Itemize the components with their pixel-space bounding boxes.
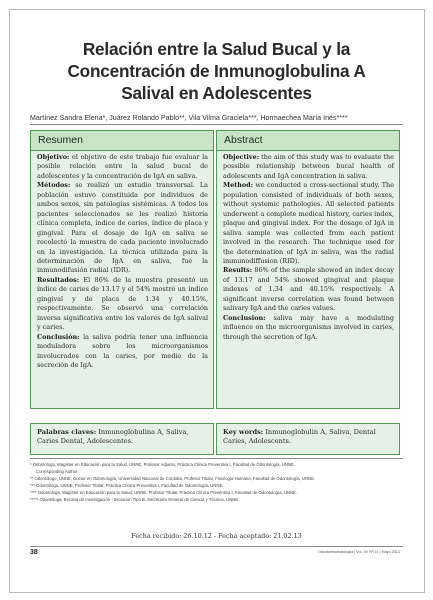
section-label: Results: [223,266,253,275]
page-number: 38 [30,549,38,556]
section-text: El 86% de la muestra presentó un índice de caries de 13.17 y el 54% mostró un índice gingival y de placa de 1.34 y 40.15%, respectivamente. Se observó una correlación inversa significativa entre los valores de IgA salival y caries. [37,275,208,332]
abstract-box [216,130,400,409]
footnote: ***** Odontóloga, Becaria de Investigación - Iniciación Tipo B. Secretaría General de Ciencia y Técnica, UNNE. [30,497,240,503]
header-divider [30,124,403,125]
title-line-1: Relación entre la Salud Bucal y la [82,39,351,59]
resumen-body [31,151,213,370]
section-label: Method: [223,181,254,190]
section-label: Conclusión: [37,332,80,341]
abstract-conclusion [223,314,394,342]
abstract-heading: Abstract [217,131,399,151]
section-text: we conducted a cross-sectional study. The population consisted of individuals of both sexes, without systemic pathologies. All selected patients underwent a complete medical history, caries index, plaque and gingival index. For the dosage of IgA in saliva sample was collected from each patient involved in the research. The technique used for the determination of IgA in saliva, was the radial immunodiffusion (RID). [223,181,394,265]
footnote: ** Odontólogo, UNNE, Doctor en Odontología, Universidad Nacional de Córdoba. Profesor Titular, Fisiología Humana, Facultad de Odontología, UNNE. [30,476,316,482]
abstract-objective [223,153,394,181]
resumen-objetivo [37,153,208,181]
keywords-en-text: Inmunoglobulin A, Saliva, Dental Caries, Adolescents. [223,428,376,446]
resumen-heading: Resumen [31,131,213,151]
section-text: se realizó un estudio transversal. La población estuvo constituida por individuos de ambos sexos, sin patologías sistémicas. A todos los pacientes seleccionados se les realizó historia clínica completa, índice de caries, índice de placa y gingival. Para el dosaje de IgA en saliva se recolectó la muestra de cada paciente involucrado en la investigación. La técnica utilizada para la determinación de IgA en saliva, fue la inmunodifusión radial (IDR). [37,181,208,275]
abstract-method [223,181,394,266]
resumen-resultados [37,276,208,333]
section-label: Objetivo: [37,153,70,161]
title-line-2: Concentración de Inmunoglobulina A [67,61,366,81]
section-label: Resultados: [37,275,80,284]
section-text: the aim of this study was to evaluate the possible relationship between bucal health of adolescents and IgA concentration in saliva. [223,153,394,180]
keywords-es-text: Inmunoglobulina A, Saliva, Caries Dental, Adolescentes. [37,428,189,446]
keywords-en-label: Key words: [223,428,264,436]
section-label: Objective: [223,153,260,161]
keywords-en-box [216,423,400,455]
section-text: 86% of the sample showed an index decay of 13.17 and 54% showed gingival and plaque indexes of 1.34 and 40.15% respectively. A significant inverse correlation was found between salivary IgA and the caries values. [223,266,394,313]
footnote: *** Odontóloga, UNNE, Profesor Titular, Práctica Clínica Preventiva I, Facultad de Odontología, UNNE. [30,483,224,489]
abstract-results [223,266,394,313]
section-text: la saliva podría tener una influencia moduladora sobre los microorganismos involucrados con la caries, por medio de la secreción de IgA. [37,332,208,369]
resumen-box [30,130,214,409]
section-label: Métodos: [37,181,71,190]
footnotes [30,461,405,503]
footer-divider [30,546,403,547]
section-text: el objetivo de este trabajo fue evaluar la posible relación entre la salud bucal de adolescentes y la concentración de IgA en saliva. [37,153,208,180]
footnote: * Odontóloga, Magíster en Educación para la Salud, UNNE, Profesor Adjunto, Práctica Clínica Preventiva I, Facultad de Odontología, UNNE. [30,462,296,467]
section-text: saliva may have a modulating influence on the microorganisms involved in caries, through the secretion of IgA. [223,313,394,341]
keywords-es-label: Palabras claves: [37,428,97,436]
keywords-es-box [30,423,214,455]
footnote: **** Odontóloga, Magíster en Educación para la Salud, UNNE. Profesor Titular, Práctica Clínica Preventiva I, Facultad de Odontología, UNNE. [30,490,298,496]
abstract-body [217,151,399,342]
footnote-divider [30,458,403,459]
article-title [30,38,403,104]
resumen-conclusion [37,333,208,371]
received-accepted-dates: Fecha recibido: 26.10.12 - Fecha aceptado: 21.02.13 [131,532,302,540]
journal-footer: Odontoestomatología | Vol. XV Nº 21 | Mayo 2013 [318,550,400,554]
footnote: Corresponding Author. [36,469,79,475]
author-list: Martínez Sandra Elena*, Juárez Rolando Pablo**, Vila Vilma Graciela***, Hormaechea María Inés**** [30,114,348,122]
section-label: Conclusion: [223,313,266,322]
title-line-3: Salival en Adolescentes [121,83,312,103]
resumen-metodos [37,181,208,276]
